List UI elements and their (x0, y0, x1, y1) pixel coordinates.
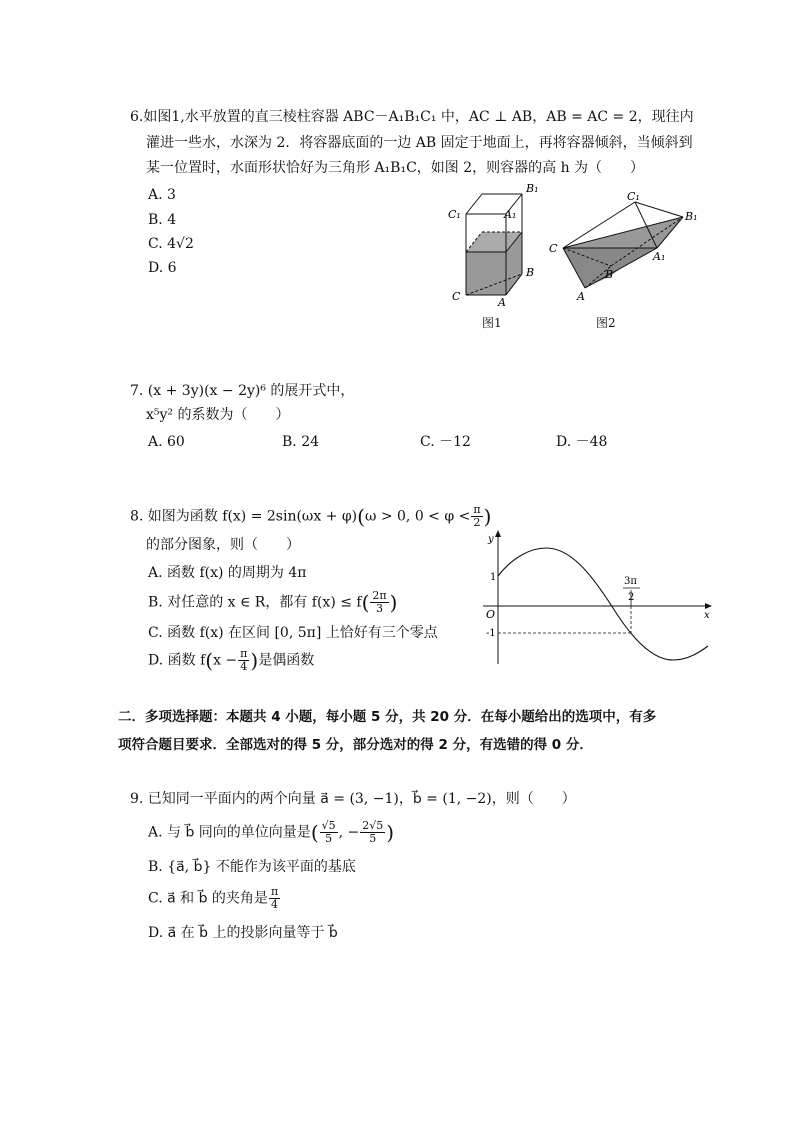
q9-option-c (148, 886, 281, 911)
q8-cond-num: π (473, 503, 481, 516)
figure-2-caption: 图2 (596, 316, 616, 330)
fig2-label-a: A (577, 290, 585, 303)
q6-line2: 灌进一些水，水深为 2．将容器底面的一边 AB 固定于地面上，再将容器倾斜，当倾斜到 (146, 135, 693, 151)
q6-option-a: A. 3 (148, 187, 176, 203)
fig2-label-b: B (605, 268, 614, 281)
sine-graph (478, 528, 718, 668)
fig1-label-c1: C₁ (448, 208, 461, 221)
q8-optb-den: 3 (376, 602, 384, 615)
q8-option-b-text: B. 对任意的 x ∈ R，都有 f(x) ≤ f (148, 594, 362, 611)
q8-optd-post: 是偶函数 (258, 652, 315, 669)
q9-option-a: A. 与 b⃗ 同向的单位向量是( $\frac{√5}{5}$ , − $\frac{2√5}{5}$ ) (148, 819, 395, 845)
q9-optc-den: 4 (271, 898, 279, 911)
q9-option-a-text: A. 与 b⃗ 同向的单位向量是 (148, 824, 311, 841)
q8-cond-den: 2 (473, 516, 481, 529)
q7-option-b: B. 24 (282, 434, 320, 450)
q9-opta-n1: √5 (321, 819, 336, 832)
q8-line2: 的部分图象，则（ ） (146, 537, 300, 553)
q8-option-d-text: D. 函数 f (148, 652, 206, 669)
fig1-label-c: C (452, 290, 461, 303)
q6-option-c: C. 4√2 (148, 236, 194, 252)
q9-opta-n2: 2√5 (362, 819, 384, 832)
q6-option-d: D. 6 (148, 260, 177, 276)
q8-option-d: D. 函数 f(x − $\frac{\pi}{4}$ )是偶函数 (148, 647, 315, 673)
q7-option-d: D. －48 (556, 434, 608, 450)
q6-line3: 某一位置时，水面形状恰好为三角形 A₁B₁C，如图 2，则容器的高 h 为（ ） (146, 160, 645, 176)
figure-1-caption: 图1 (482, 316, 502, 330)
q8-optd-den: 4 (240, 660, 248, 673)
section-2-line2: 项符合题目要求．全部选对的得 5 分，部分选对的得 2 分，有选错的得 0 分． (118, 737, 593, 753)
q6-option-b: B. 4 (148, 212, 177, 228)
q9-opta-d2: 5 (369, 832, 377, 845)
graph-x-tick-den: 2 (628, 592, 635, 603)
q9-opta-d1: 5 (325, 832, 333, 845)
figure-2-tilted-prism (545, 190, 705, 305)
section-2-line1: 二．多项选择题：本题共 4 小题，每小题 5 分，共 20 分．在每小题给出的选项中，有多 (118, 709, 657, 725)
q9-optc-num: π (270, 885, 279, 898)
graph-origin: O (486, 608, 496, 621)
q7-line1: 7. (x + 3y)(x − 2y)⁶ 的展开式中， (130, 383, 355, 399)
figure-1-prism (440, 180, 550, 310)
q7-option-c: C. －12 (420, 434, 471, 450)
graph-x-tick-num: 3π (624, 576, 637, 587)
sine-curve (498, 548, 708, 660)
q8-optb-num: 2π (372, 589, 387, 602)
q8-optd-inner: x − (213, 652, 238, 669)
fig2-label-b1: B₁ (685, 210, 698, 223)
q8-option-c: C. 函数 f(x) 在区间 [0, 5π] 上恰好有三个零点 (148, 625, 438, 641)
q9-option-d: D. a⃗ 在 b⃗ 上的投影向量等于 b⃗ (148, 925, 338, 941)
graph-tick-minus1: -1 (486, 628, 496, 639)
q8-condition: ω > 0, 0 < φ < (364, 508, 471, 525)
q9-option-b: B. {a⃗, b⃗} 不能作为该平面的基底 (148, 859, 356, 875)
q8-option-a: A. 函数 f(x) 的周期为 4π (148, 565, 307, 581)
q8-line1-text: 8. 如图为函数 f(x) = 2sin(ωx + φ) (130, 508, 358, 525)
graph-y-label: y (488, 534, 494, 545)
q8-option-b: B. 对任意的 x ∈ R，都有 f(x) ≤ f( $\frac{2\pi}{3}$ ) (148, 589, 398, 615)
fig1-label-b: B (526, 266, 535, 279)
fig2-label-c: C (549, 242, 558, 255)
q6-line1: 6.如图1,水平放置的直三棱柱容器 ABC－A₁B₁C₁ 中，AC ⊥ AB，AB = AC = 2，现往内 (130, 109, 694, 125)
q8-optd-num: π (240, 647, 248, 660)
fig1-label-b1: B₁ (526, 182, 539, 195)
q9-option-c-text: C. a⃗ 和 b⃗ 的夹角是 (148, 890, 268, 907)
q7-option-a: A. 60 (148, 434, 185, 450)
fig1-label-a: A (498, 296, 506, 309)
q8-line1: 8. 如图为函数 f(x) = 2sin(ωx + φ)(ω > 0, 0 < φ < $\frac{\pi}{2}$ ) (130, 503, 492, 529)
fig1-label-a1: A₁ (504, 208, 517, 221)
graph-tick-1: 1 (490, 572, 497, 583)
q9-line1: 9. 已知同一平面内的两个向量 a⃗ = (3, −1)，b⃗ = (1, −2)，则（ ） (130, 791, 576, 807)
fig2-label-a1: A₁ (653, 250, 666, 263)
fig2-label-c1: C₁ (627, 190, 640, 203)
graph-x-label: x (704, 610, 710, 621)
q7-line2: x⁵y² 的系数为（ ） (146, 407, 290, 423)
